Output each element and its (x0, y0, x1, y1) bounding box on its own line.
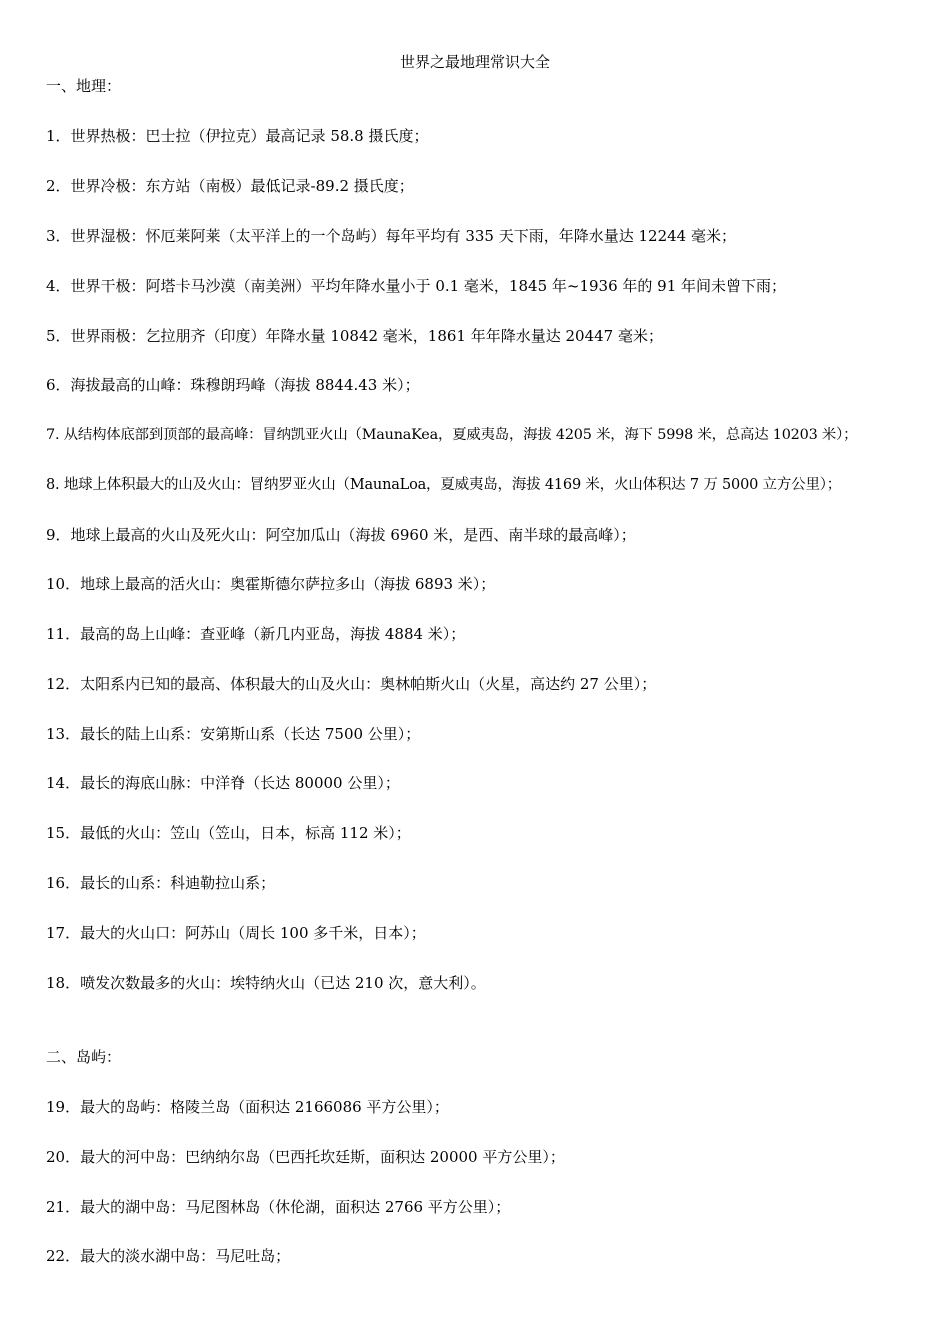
list-item: 17．最大的火山口：阿苏山（周长 100 多千米，日本）； (46, 924, 426, 942)
list-item: 2．世界冷极：东方站（南极）最低记录-89.2 摄氏度； (46, 177, 414, 195)
section-heading-islands: 二、岛屿： (46, 1048, 122, 1066)
list-item: 9．地球上最高的火山及死火山：阿空加瓜山（海拔 6960 米，是西、南半球的最高峰）； (46, 526, 636, 544)
list-item: 3．世界湿极：怀厄莱阿莱（太平洋上的一个岛屿）每年平均有 335 天下雨，年降水量达 12244 毫米； (46, 227, 736, 245)
list-item: 16．最长的山系：科迪勒拉山系； (46, 874, 276, 892)
list-item: 21．最大的湖中岛：马尼图林岛（休伦湖，面积达 2766 平方公里）； (46, 1198, 511, 1216)
list-item: 11．最高的岛上山峰：查亚峰（新几内亚岛，海拔 4884 米）； (46, 625, 466, 643)
list-item: 6．海拔最高的山峰：珠穆朗玛峰（海拔 8844.43 米）； (46, 376, 420, 394)
list-item: 20．最大的河中岛：巴纳纳尔岛（巴西托坎廷斯，面积达 20000 平方公里）； (46, 1148, 565, 1166)
list-item: 19．最大的岛屿：格陵兰岛（面积达 2166086 平方公里）； (46, 1098, 449, 1116)
list-item: 1．世界热极：巴士拉（伊拉克）最高记录 58.8 摄氏度； (46, 127, 429, 145)
list-item: 4．世界干极：阿塔卡马沙漠（南美洲）平均年降水量小于 0.1 毫米，1845 年~1936 年的 91 年间未曾下雨； (46, 277, 787, 295)
list-item: 10．地球上最高的活火山：奥霍斯德尔萨拉多山（海拔 6893 米）； (46, 575, 496, 593)
section-heading-geography: 一、地理： (46, 77, 122, 95)
list-item: 13．最长的陆上山系：安第斯山系（长达 7500 公里）； (46, 725, 421, 743)
document-title: 世界之最地理常识大全 (399, 53, 550, 71)
list-item: 15．最低的火山：笠山（笠山，日本，标高 112 米）； (46, 824, 411, 842)
list-item: 8. 地球上体积最大的山及火山：冒纳罗亚火山（MaunaLoa，夏威夷岛，海拔 4169 米，火山体积达 7 万 5000 立方公里）； (46, 477, 842, 493)
list-item: 12．太阳系内已知的最高、体积最大的山及火山：奥林帕斯火山（火星，高达约 27 公里）； (46, 675, 657, 693)
list-item: 14．最长的海底山脉：中洋脊（长达 80000 公里）； (46, 774, 400, 792)
list-item: 5．世界雨极：乞拉朋齐（印度）年降水量 10842 毫米，1861 年年降水量达 20447 毫米； (46, 327, 663, 345)
list-item: 22．最大的淡水湖中岛：马尼吐岛； (46, 1247, 291, 1265)
list-item: 7. 从结构体底部到顶部的最高峰：冒纳凯亚火山（MaunaKea，夏威夷岛，海拔 4205 米，海下 5998 米，总高达 10203 米）； (46, 427, 858, 443)
list-item: 18．喷发次数最多的火山：埃特纳火山（已达 210 次，意大利）。 (46, 974, 486, 992)
